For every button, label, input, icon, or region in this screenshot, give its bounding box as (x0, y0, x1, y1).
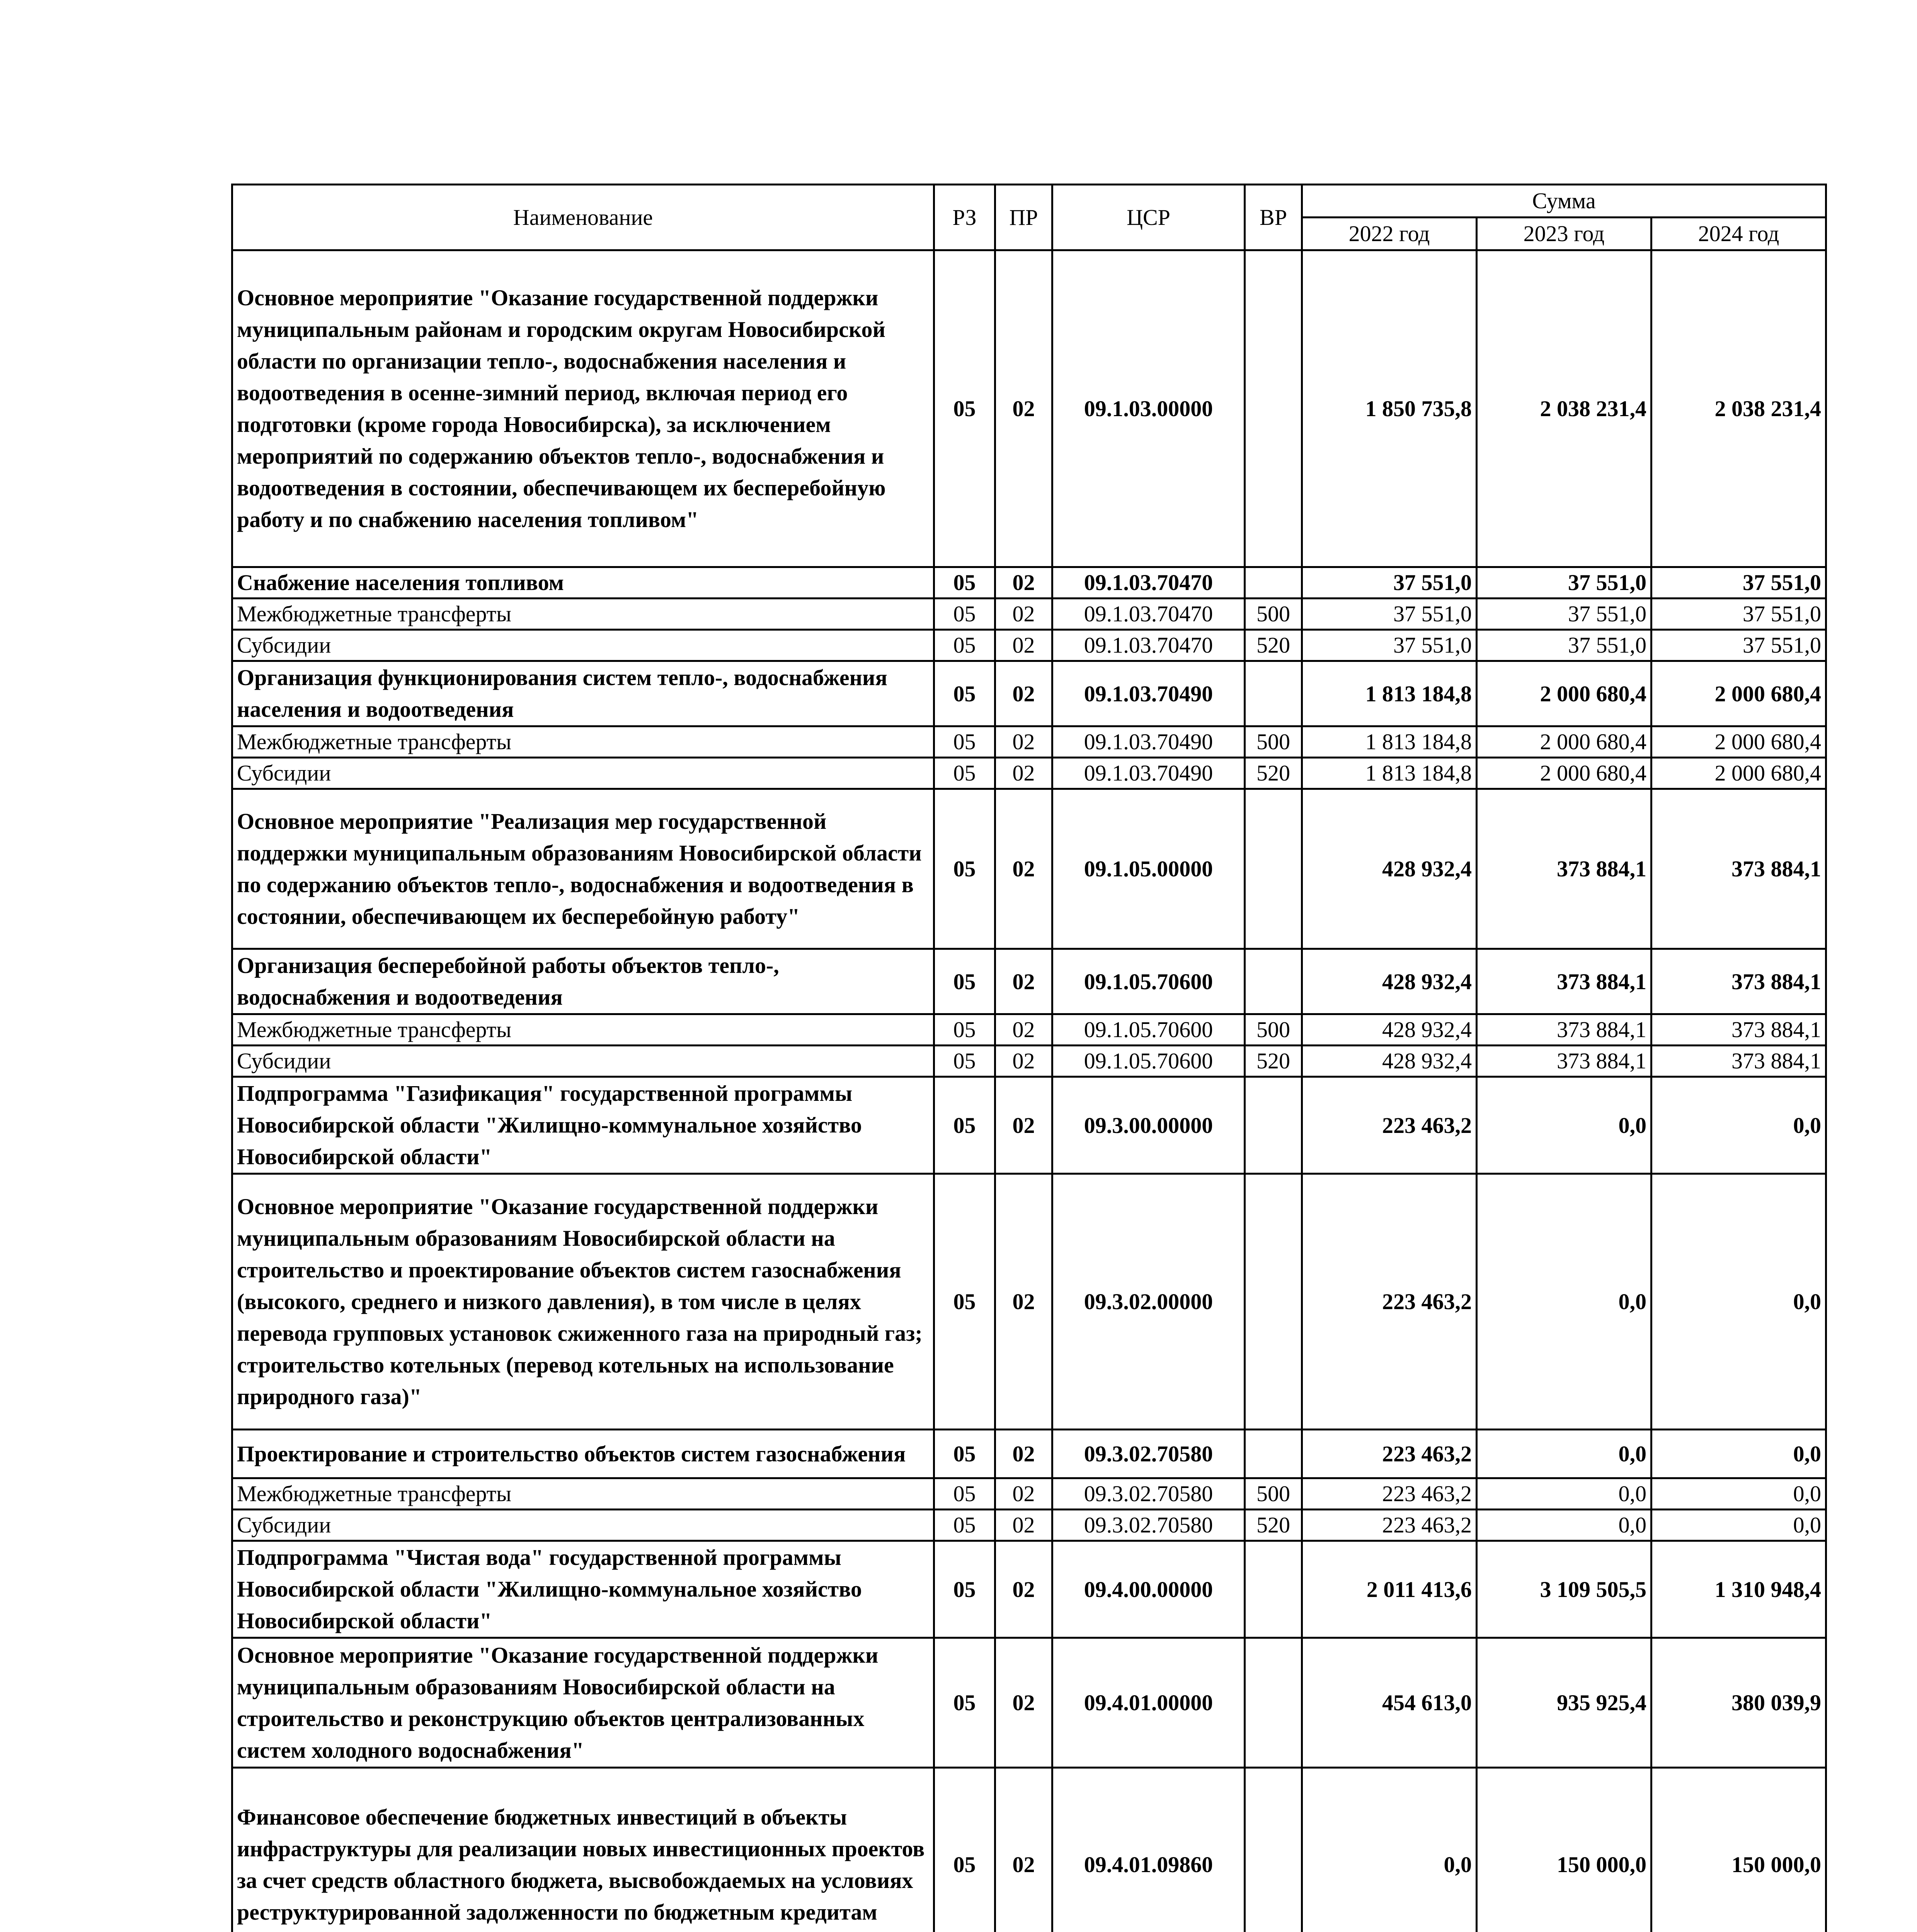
cell-rz: 05 (934, 1174, 995, 1430)
cell-pr: 02 (995, 1014, 1052, 1046)
cell-2023: 373 884,1 (1477, 1014, 1651, 1046)
cell-pr: 02 (995, 949, 1052, 1014)
cell-name: Организация функционирования систем тепло-, водоснабжения населения и водоотведения (232, 661, 934, 726)
budget-table (231, 184, 1827, 1932)
cell-csr: 09.1.05.00000 (1052, 789, 1245, 949)
cell-2024: 2 000 680,4 (1651, 758, 1826, 789)
col-header-2022: 2022 год (1302, 218, 1477, 250)
cell-2024: 1 310 948,4 (1651, 1541, 1826, 1638)
cell-name: Межбюджетные трансферты (232, 599, 934, 630)
cell-2022: 223 463,2 (1302, 1430, 1477, 1478)
cell-pr: 02 (995, 567, 1052, 599)
cell-2022: 1 850 735,8 (1302, 250, 1477, 567)
cell-2024: 0,0 (1651, 1510, 1826, 1541)
cell-name: Межбюджетные трансферты (232, 726, 934, 758)
cell-2022: 37 551,0 (1302, 567, 1477, 599)
cell-rz: 05 (934, 1430, 995, 1478)
table-row (232, 250, 1826, 567)
col-header-vr: ВР (1245, 185, 1302, 250)
table-row (232, 1510, 1826, 1541)
cell-pr: 02 (995, 1510, 1052, 1541)
cell-vr (1245, 789, 1302, 949)
cell-name: Субсидии (232, 630, 934, 661)
table-row (232, 1430, 1826, 1478)
cell-rz: 05 (934, 630, 995, 661)
cell-csr: 09.3.02.00000 (1052, 1174, 1245, 1430)
table-row (232, 789, 1826, 949)
cell-2022: 428 932,4 (1302, 1046, 1477, 1077)
cell-2023: 373 884,1 (1477, 789, 1651, 949)
cell-pr: 02 (995, 789, 1052, 949)
cell-2023: 0,0 (1477, 1077, 1651, 1174)
table-row (232, 1174, 1826, 1430)
cell-2023: 0,0 (1477, 1478, 1651, 1510)
cell-2024: 2 000 680,4 (1651, 726, 1826, 758)
cell-name: Основное мероприятие "Оказание государственной поддержки муниципальным районам и городским округам Новосибирской области по организации тепло-, водоснабжения населения и водоотведения в осенне-зимний период, включая период его подготовки (кроме города Новосибирска), за исключением мероприятий по содержанию объектов тепло-, водоснабжения и водоотведения в состоянии, обеспечивающем их бесперебойную работу и по снабжению населения топливом" (232, 250, 934, 567)
cell-csr: 09.1.03.70470 (1052, 599, 1245, 630)
cell-csr: 09.1.03.70490 (1052, 758, 1245, 789)
cell-2024: 0,0 (1651, 1478, 1826, 1510)
table-row (232, 1768, 1826, 1932)
cell-2022: 223 463,2 (1302, 1077, 1477, 1174)
cell-2024: 373 884,1 (1651, 1014, 1826, 1046)
cell-pr: 02 (995, 1638, 1052, 1768)
cell-name: Основное мероприятие "Реализация мер государственной поддержки муниципальным образованиям Новосибирской области по содержанию объектов тепло-, водоснабжения и водоотведения в состоянии, обеспечивающем их бесперебойную работу" (232, 789, 934, 949)
table-header-row (232, 185, 1826, 218)
cell-pr: 02 (995, 1541, 1052, 1638)
cell-csr: 09.3.02.70580 (1052, 1510, 1245, 1541)
table-row (232, 949, 1826, 1014)
cell-pr: 02 (995, 1077, 1052, 1174)
cell-rz: 05 (934, 1014, 995, 1046)
cell-2024: 2 000 680,4 (1651, 661, 1826, 726)
table-row (232, 630, 1826, 661)
cell-pr: 02 (995, 661, 1052, 726)
cell-vr: 520 (1245, 758, 1302, 789)
cell-vr (1245, 1638, 1302, 1768)
cell-vr (1245, 949, 1302, 1014)
cell-2022: 223 463,2 (1302, 1478, 1477, 1510)
cell-csr: 09.4.01.00000 (1052, 1638, 1245, 1768)
cell-name: Субсидии (232, 1046, 934, 1077)
cell-name: Финансовое обеспечение бюджетных инвестиций в объекты инфраструктуры для реализации новых инвестиционных проектов за счет средств областного бюджета, высвобождаемых на условиях реструктурированной задолженности по бюджетным кредитам (232, 1768, 934, 1932)
cell-name: Проектирование и строительство объектов систем газоснабжения (232, 1430, 934, 1478)
cell-name: Межбюджетные трансферты (232, 1014, 934, 1046)
cell-2024: 37 551,0 (1651, 630, 1826, 661)
cell-rz: 05 (934, 661, 995, 726)
cell-2022: 428 932,4 (1302, 1014, 1477, 1046)
cell-pr: 02 (995, 1768, 1052, 1932)
table-row (232, 567, 1826, 599)
cell-vr (1245, 1541, 1302, 1638)
cell-vr: 520 (1245, 1510, 1302, 1541)
cell-vr: 500 (1245, 1478, 1302, 1510)
cell-2023: 2 000 680,4 (1477, 758, 1651, 789)
cell-vr (1245, 1768, 1302, 1932)
table-row (232, 1478, 1826, 1510)
cell-csr: 09.1.03.70470 (1052, 567, 1245, 599)
cell-rz: 05 (934, 949, 995, 1014)
cell-rz: 05 (934, 567, 995, 599)
cell-rz: 05 (934, 1478, 995, 1510)
cell-csr: 09.1.05.70600 (1052, 1046, 1245, 1077)
cell-name: Подпрограмма "Чистая вода" государственной программы Новосибирской области "Жилищно-коммунальное хозяйство Новосибирской области" (232, 1541, 934, 1638)
cell-vr: 500 (1245, 726, 1302, 758)
cell-2024: 373 884,1 (1651, 949, 1826, 1014)
cell-2024: 373 884,1 (1651, 789, 1826, 949)
cell-csr: 09.4.01.09860 (1052, 1768, 1245, 1932)
cell-pr: 02 (995, 726, 1052, 758)
cell-2022: 223 463,2 (1302, 1174, 1477, 1430)
cell-2022: 37 551,0 (1302, 630, 1477, 661)
cell-rz: 05 (934, 1638, 995, 1768)
cell-2022: 428 932,4 (1302, 789, 1477, 949)
cell-2023: 935 925,4 (1477, 1638, 1651, 1768)
cell-name: Субсидии (232, 758, 934, 789)
cell-name: Субсидии (232, 1510, 934, 1541)
cell-pr: 02 (995, 758, 1052, 789)
table-row (232, 599, 1826, 630)
cell-rz: 05 (934, 726, 995, 758)
cell-vr: 520 (1245, 1046, 1302, 1077)
cell-2024: 37 551,0 (1651, 567, 1826, 599)
cell-name: Подпрограмма "Газификация" государственной программы Новосибирской области "Жилищно-коммунальное хозяйство Новосибирской области" (232, 1077, 934, 1174)
cell-csr: 09.1.05.70600 (1052, 949, 1245, 1014)
cell-2024: 2 038 231,4 (1651, 250, 1826, 567)
cell-csr: 09.1.03.00000 (1052, 250, 1245, 567)
table-row (232, 1541, 1826, 1638)
cell-name: Межбюджетные трансферты (232, 1478, 934, 1510)
table-row (232, 1077, 1826, 1174)
cell-pr: 02 (995, 1478, 1052, 1510)
col-header-csr: ЦСР (1052, 185, 1245, 250)
cell-2023: 37 551,0 (1477, 630, 1651, 661)
table-row (232, 1638, 1826, 1768)
cell-rz: 05 (934, 1768, 995, 1932)
cell-2023: 0,0 (1477, 1430, 1651, 1478)
table-row (232, 661, 1826, 726)
cell-vr (1245, 1430, 1302, 1478)
cell-2023: 373 884,1 (1477, 1046, 1651, 1077)
cell-rz: 05 (934, 789, 995, 949)
cell-2022: 37 551,0 (1302, 599, 1477, 630)
cell-2022: 1 813 184,8 (1302, 758, 1477, 789)
cell-rz: 05 (934, 1046, 995, 1077)
cell-csr: 09.1.05.70600 (1052, 1014, 1245, 1046)
cell-2023: 150 000,0 (1477, 1768, 1651, 1932)
cell-csr: 09.1.03.70490 (1052, 661, 1245, 726)
cell-vr: 500 (1245, 1014, 1302, 1046)
cell-vr (1245, 250, 1302, 567)
cell-2023: 3 109 505,5 (1477, 1541, 1651, 1638)
table-row (232, 1046, 1826, 1077)
cell-csr: 09.3.02.70580 (1052, 1430, 1245, 1478)
cell-2023: 37 551,0 (1477, 599, 1651, 630)
cell-2022: 1 813 184,8 (1302, 726, 1477, 758)
cell-2022: 428 932,4 (1302, 949, 1477, 1014)
cell-pr: 02 (995, 1046, 1052, 1077)
cell-csr: 09.4.00.00000 (1052, 1541, 1245, 1638)
cell-rz: 05 (934, 1510, 995, 1541)
cell-2024: 380 039,9 (1651, 1638, 1826, 1768)
cell-2023: 2 000 680,4 (1477, 661, 1651, 726)
col-header-rz: РЗ (934, 185, 995, 250)
cell-rz: 05 (934, 1077, 995, 1174)
cell-pr: 02 (995, 250, 1052, 567)
cell-2023: 0,0 (1477, 1510, 1651, 1541)
table-row (232, 758, 1826, 789)
cell-name: Основное мероприятие "Оказание государственной поддержки муниципальным образованиям Новосибирской области на строительство и реконструкцию объектов централизованных систем холодного водоснабжения" (232, 1638, 934, 1768)
cell-rz: 05 (934, 1541, 995, 1638)
cell-2024: 150 000,0 (1651, 1768, 1826, 1932)
cell-vr (1245, 1077, 1302, 1174)
cell-2024: 37 551,0 (1651, 599, 1826, 630)
cell-2024: 0,0 (1651, 1174, 1826, 1430)
cell-vr: 500 (1245, 599, 1302, 630)
cell-2022: 1 813 184,8 (1302, 661, 1477, 726)
cell-name: Снабжение населения топливом (232, 567, 934, 599)
cell-2024: 0,0 (1651, 1430, 1826, 1478)
table-row (232, 726, 1826, 758)
cell-csr: 09.1.03.70490 (1052, 726, 1245, 758)
cell-pr: 02 (995, 1174, 1052, 1430)
cell-2022: 454 613,0 (1302, 1638, 1477, 1768)
cell-rz: 05 (934, 758, 995, 789)
cell-csr: 09.3.02.70580 (1052, 1478, 1245, 1510)
cell-csr: 09.1.03.70470 (1052, 630, 1245, 661)
cell-2023: 2 038 231,4 (1477, 250, 1651, 567)
cell-rz: 05 (934, 599, 995, 630)
cell-vr: 520 (1245, 630, 1302, 661)
cell-2022: 223 463,2 (1302, 1510, 1477, 1541)
cell-2023: 2 000 680,4 (1477, 726, 1651, 758)
cell-2024: 0,0 (1651, 1077, 1826, 1174)
col-header-pr: ПР (995, 185, 1052, 250)
cell-2024: 373 884,1 (1651, 1046, 1826, 1077)
cell-pr: 02 (995, 1430, 1052, 1478)
cell-2022: 2 011 413,6 (1302, 1541, 1477, 1638)
cell-2023: 0,0 (1477, 1174, 1651, 1430)
cell-pr: 02 (995, 630, 1052, 661)
cell-csr: 09.3.00.00000 (1052, 1077, 1245, 1174)
col-header-2024: 2024 год (1651, 218, 1826, 250)
cell-2022: 0,0 (1302, 1768, 1477, 1932)
cell-vr (1245, 1174, 1302, 1430)
cell-pr: 02 (995, 599, 1052, 630)
table-row (232, 1014, 1826, 1046)
cell-2023: 373 884,1 (1477, 949, 1651, 1014)
cell-rz: 05 (934, 250, 995, 567)
col-header-sum: Сумма (1302, 185, 1826, 218)
cell-name: Основное мероприятие "Оказание государственной поддержки муниципальным образованиям Новосибирской области на строительство и проектирование объектов систем газоснабжения (высокого, среднего и низкого давления), в том числе в целях перевода групповых установок сжиженного газа на природный газ; строительство котельных (перевод котельных на использование природного газа)" (232, 1174, 934, 1430)
col-header-name: Наименование (232, 185, 934, 250)
cell-name: Организация бесперебойной работы объектов тепло-, водоснабжения и водоотведения (232, 949, 934, 1014)
cell-vr (1245, 661, 1302, 726)
col-header-2023: 2023 год (1477, 218, 1651, 250)
cell-2023: 37 551,0 (1477, 567, 1651, 599)
cell-vr (1245, 567, 1302, 599)
